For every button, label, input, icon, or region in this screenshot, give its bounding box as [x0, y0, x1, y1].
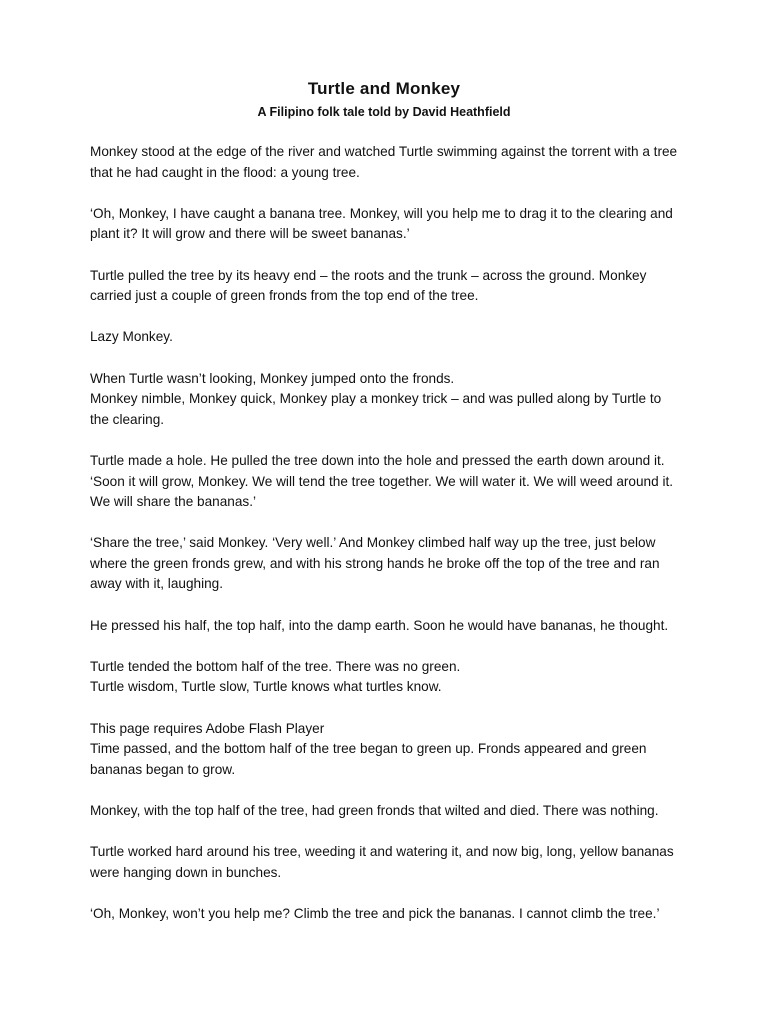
paragraph: Turtle pulled the tree by its heavy end – the roots and the trunk – across the ground. Monkey carried just a couple of green fronds from the top end of the tree. [90, 267, 647, 304]
paragraph: Turtle made a hole. He pulled the tree down into the hole and pressed the earth down around it. ‘Soon it will grow, Monkey. We will tend the tree together. We will water it. We will weed around it. We will share the bananas.’ [90, 452, 674, 510]
paragraph: When Turtle wasn’t looking, Monkey jumped onto the fronds. Monkey nimble, Monkey quick, Monkey play a monkey trick – and was pulled along by Turtle to the clearing. [90, 370, 662, 427]
paragraph: This page requires Adobe Flash Player Time passed, and the bottom half of the tree began to green up. Fronds appeared and green bananas began to grow. [90, 720, 647, 777]
paragraph: Monkey stood at the edge of the river and watched Turtle swimming against the torrent with a tree that he had caught in the flood: a young tree. [90, 144, 678, 180]
paragraph: Lazy Monkey. [90, 329, 173, 345]
paragraph: Turtle worked hard around his tree, weeding it and watering it, and now big, long, yellow bananas were hanging down in bunches. [90, 844, 674, 880]
paragraph: Monkey, with the top half of the tree, had green fronds that wilted and died. There was nothing. [90, 803, 659, 818]
page-subtitle: A Filipino folk tale told by David Heathfield [257, 105, 511, 119]
paragraph: Turtle tended the bottom half of the tree. There was no green. Turtle wisdom, Turtle slow, Turtle knows what turtles know. [90, 658, 461, 695]
paragraph: He pressed his half, the top half, into the damp earth. Soon he would have bananas, he thought. [90, 617, 669, 633]
paragraph: ‘Share the tree,’ said Monkey. ‘Very well.’ And Monkey climbed half way up the tree, just below where the green fronds grew, and with his strong hands he broke off the top of the tree and ran away with it, laughing. [90, 535, 660, 592]
page-title: Turtle and Monkey [307, 79, 461, 98]
story-body [90, 142, 682, 945]
paragraph: ‘Oh, Monkey, won’t you help me? Climb the tree and pick the bananas. I cannot climb the tree.’ [90, 905, 660, 921]
paragraph: ‘Oh, Monkey, I have caught a banana tree. Monkey, will you help me to drag it to the clearing and plant it? It will grow and there will be sweet bananas.’ [90, 205, 673, 242]
